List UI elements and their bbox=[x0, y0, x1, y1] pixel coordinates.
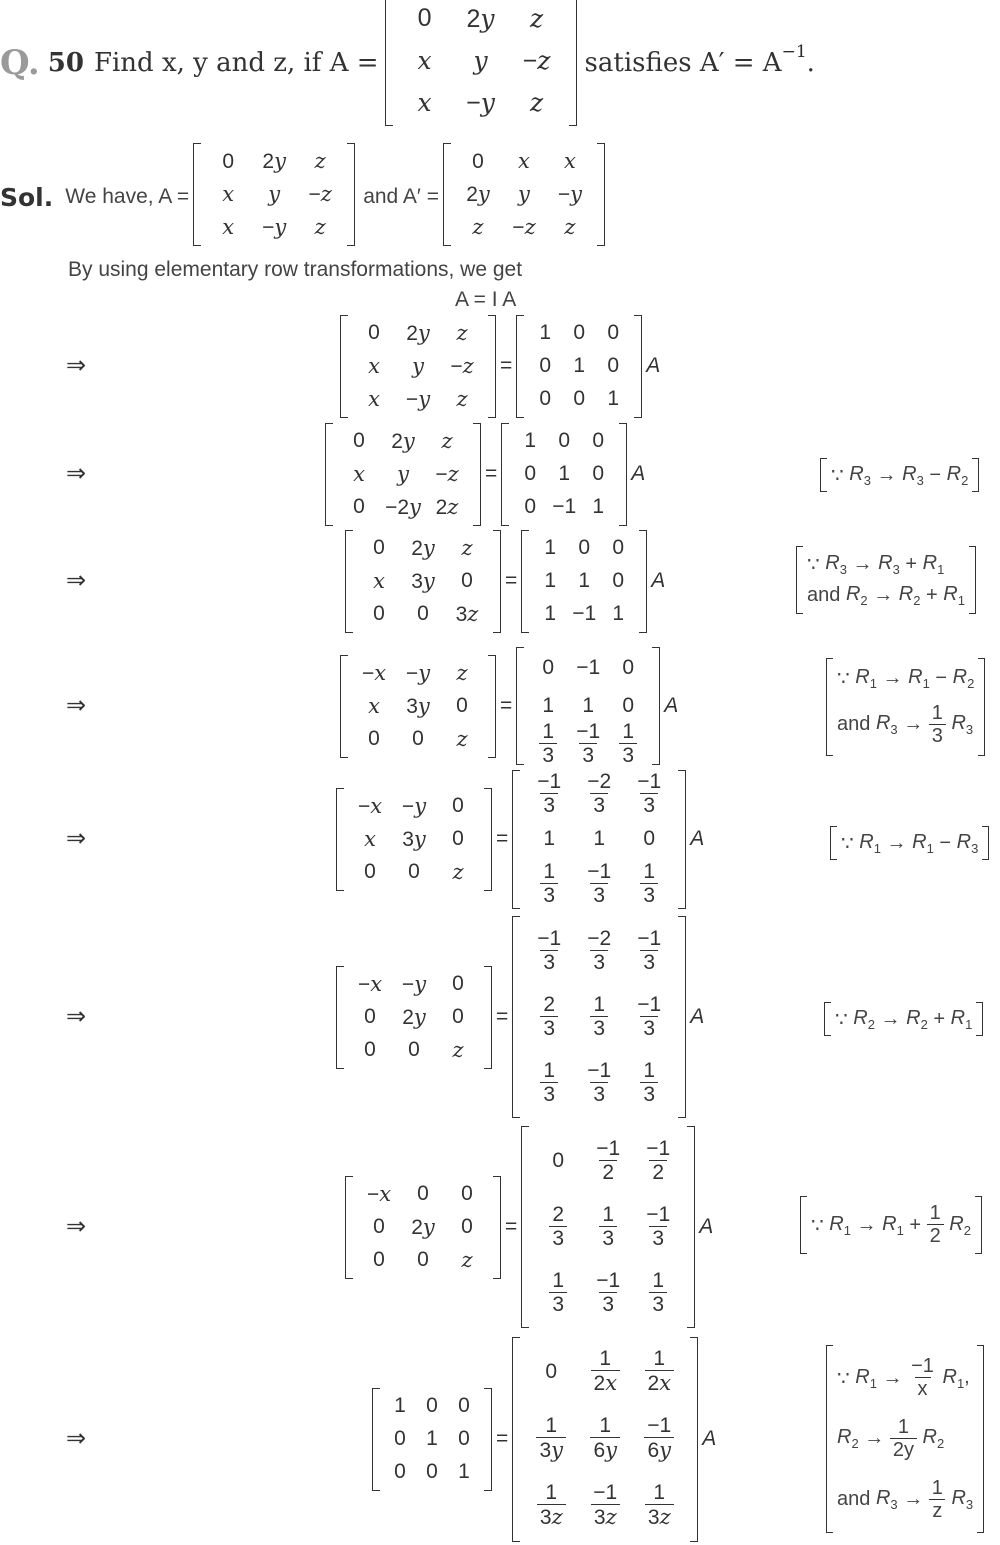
reason-line: ∵ $R_2$ → $R_2$ + $R_1$ bbox=[835, 1006, 973, 1032]
matrix-cell: 3y bbox=[402, 826, 426, 851]
matrix-cell: 0 bbox=[452, 827, 464, 850]
matrix-cell: z bbox=[456, 726, 468, 751]
matrix-cell: 0 bbox=[461, 1215, 473, 1238]
matrix-cell: $\frac{1}{3}$ bbox=[549, 1269, 567, 1317]
matrix-cell: 0 bbox=[552, 1149, 565, 1172]
matrix-a-factor: A bbox=[690, 827, 705, 850]
matrix-cell: 0 bbox=[353, 429, 365, 452]
reason-line: ∵ $R_1$ → $\frac{-1}{x}$ $R_1$, bbox=[837, 1355, 970, 1401]
matrix-cell: $\frac{1}{3}$ bbox=[540, 1059, 558, 1107]
matrix-cell: z bbox=[564, 215, 576, 239]
matrix-cell: $\frac{1}{2x}$ bbox=[645, 1347, 675, 1396]
matrix-cell: x bbox=[353, 461, 365, 486]
matrix-cell: 2y bbox=[411, 1214, 435, 1239]
step-right-matrix bbox=[516, 315, 642, 418]
matrix-cell: 0 bbox=[539, 387, 552, 410]
matrix-cell: 0 bbox=[622, 656, 635, 679]
matrix-cell: 1 bbox=[394, 1394, 406, 1417]
matrix-cell: z bbox=[456, 320, 468, 345]
equals-sign: = bbox=[505, 569, 518, 592]
step-reason bbox=[820, 458, 979, 492]
matrix-cell: 3y bbox=[406, 693, 430, 718]
matrix-cell: z bbox=[314, 215, 326, 239]
step-right-matrix bbox=[501, 423, 627, 526]
matrix-a-factor: A bbox=[690, 1005, 705, 1028]
matrix-cell: 0 bbox=[607, 321, 620, 344]
step-reason bbox=[824, 1002, 983, 1036]
matrix-cell: z bbox=[472, 215, 484, 239]
matrix-cell: 0 bbox=[417, 1248, 429, 1271]
matrix-cell: y bbox=[473, 45, 488, 75]
matrix-cell: 0 bbox=[472, 149, 484, 173]
matrix-cell: 2y bbox=[402, 1004, 426, 1029]
matrix-cell: 0 bbox=[612, 536, 625, 559]
matrix-cell: $\frac{-1}{3}$ bbox=[537, 926, 562, 974]
matrix-cell: 0 bbox=[592, 462, 605, 485]
matrix-cell: 3y bbox=[411, 568, 435, 593]
matrix-cell: −z bbox=[308, 182, 332, 206]
step-left-matrix bbox=[325, 423, 481, 526]
implies-arrow: ⇒ bbox=[66, 460, 87, 487]
step-equation bbox=[336, 768, 704, 910]
matrix-cell: 0 bbox=[592, 429, 605, 452]
matrix-cell: $\frac{1}{2x}$ bbox=[591, 1347, 621, 1396]
matrix-cell: 1 bbox=[582, 694, 595, 717]
matrix-cell: 0 bbox=[394, 1427, 406, 1450]
step-right-matrix bbox=[512, 770, 686, 909]
matrix-cell: −z bbox=[512, 215, 536, 239]
matrix-cell: 0 bbox=[222, 149, 235, 173]
matrix-cell: 0 bbox=[452, 972, 464, 995]
matrix-cell: 1 bbox=[544, 569, 557, 592]
matrix-a-factor: A bbox=[631, 462, 646, 485]
matrix-cell: x bbox=[518, 149, 530, 173]
matrix-cell: −y bbox=[401, 793, 427, 818]
matrix-cell: 0 bbox=[524, 495, 537, 518]
question-matrix bbox=[385, 0, 577, 126]
implies-arrow: ⇒ bbox=[66, 1003, 87, 1030]
matrix-cell: $\frac{1}{3}$ bbox=[599, 1203, 617, 1251]
matrix-cell: 1 bbox=[593, 827, 606, 850]
matrix-cell: −y bbox=[262, 215, 287, 239]
question-period: . bbox=[806, 48, 815, 78]
matrix-cell: 0 bbox=[353, 495, 365, 518]
matrix-cell: 0 bbox=[452, 1005, 464, 1028]
matrix-cell: y bbox=[397, 461, 409, 486]
reason-line: ∵ $R_1$ → $R_1$ − $R_2$ bbox=[837, 666, 975, 692]
matrix-a-factor: A bbox=[702, 1427, 717, 1450]
matrix-cell: 0 bbox=[578, 536, 591, 559]
matrix-cell: $\frac{1}{3z}$ bbox=[537, 1481, 566, 1530]
reason-line: and $R_3$ → $\frac{1}{z}$ $R_3$ bbox=[837, 1476, 974, 1522]
matrix-cell: $\frac{-1}{3}$ bbox=[646, 1202, 671, 1250]
matrix-a-factor: A bbox=[664, 694, 679, 717]
step-left-matrix bbox=[340, 315, 496, 418]
matrix-cell: −1 bbox=[572, 602, 597, 625]
matrix-cell: $\frac{1}{3y}$ bbox=[536, 1414, 566, 1463]
equals-sign: = bbox=[496, 1427, 509, 1450]
step-right-matrix bbox=[521, 530, 647, 633]
matrix-cell: $\frac{-1}{3}$ bbox=[537, 769, 562, 817]
matrix-cell: $\frac{-2}{3}$ bbox=[587, 926, 612, 974]
matrix-cell: z bbox=[441, 428, 453, 453]
matrix-cell: 0 bbox=[364, 1005, 376, 1028]
matrix-cell: $\frac{1}{3z}$ bbox=[645, 1481, 674, 1530]
implies-arrow: ⇒ bbox=[66, 352, 87, 379]
matrix-cell: $\frac{-1}{3}$ bbox=[637, 769, 662, 817]
matrix-cell: −y bbox=[405, 660, 431, 685]
matrix-cell: −y bbox=[401, 971, 427, 996]
matrix-cell: $\frac{1}{3}$ bbox=[590, 993, 608, 1041]
matrix-cell: x bbox=[368, 386, 380, 411]
matrix-cell: 0 bbox=[573, 321, 586, 344]
matrix-cell: 2y bbox=[406, 320, 430, 345]
matrix-cell: 0 bbox=[364, 1038, 376, 1061]
matrix-cell: 2y bbox=[411, 535, 435, 560]
matrix-cell: 0 bbox=[408, 860, 420, 883]
matrix-cell: z bbox=[456, 660, 468, 685]
matrix-cell: −z bbox=[450, 353, 474, 378]
matrix-cell: x bbox=[364, 826, 376, 851]
matrix-cell: 0 bbox=[545, 1360, 558, 1383]
matrix-cell: −y bbox=[405, 386, 431, 411]
matrix-cell: x bbox=[222, 215, 235, 239]
matrix-cell: 2y bbox=[262, 149, 286, 173]
matrix-cell: $\frac{-1}{3z}$ bbox=[590, 1481, 620, 1530]
step-equation bbox=[345, 530, 665, 632]
matrix-cell: $\frac{1}{3}$ bbox=[539, 720, 557, 768]
matrix-cell: 0 bbox=[373, 536, 385, 559]
matrix-cell: 1 bbox=[592, 495, 605, 518]
matrix-a bbox=[193, 143, 355, 251]
matrix-cell: 0 bbox=[364, 860, 376, 883]
solution-label: Sol. bbox=[0, 182, 54, 212]
step-left-matrix bbox=[345, 1176, 501, 1279]
matrix-cell: z bbox=[314, 149, 326, 173]
question-superscript: −1 bbox=[781, 42, 807, 62]
matrix-cell: 0 bbox=[373, 1215, 385, 1238]
matrix-cell: x bbox=[373, 568, 385, 593]
matrix-cell: 0 bbox=[607, 354, 620, 377]
step-reason bbox=[826, 658, 985, 756]
matrix-cell: x bbox=[368, 693, 380, 718]
step-right-matrix bbox=[521, 1126, 695, 1328]
step-equation bbox=[336, 915, 704, 1119]
step-equation bbox=[340, 315, 660, 417]
implies-arrow: ⇒ bbox=[66, 1213, 87, 1240]
matrix-cell: 2y bbox=[466, 182, 490, 206]
matrix-cell: 0 bbox=[542, 656, 555, 679]
step-right-matrix bbox=[512, 1337, 698, 1542]
equals-sign: = bbox=[505, 1215, 518, 1238]
matrix-cell: 0 bbox=[573, 387, 586, 410]
matrix-cell: $\frac{1}{6y}$ bbox=[590, 1414, 620, 1463]
matrix-cell: x bbox=[417, 87, 432, 117]
matrix-cell: $\frac{1}{3}$ bbox=[649, 1269, 667, 1317]
matrix-cell: $\frac{-1}{3}$ bbox=[637, 926, 662, 974]
matrix-cell: −y bbox=[557, 182, 583, 206]
step-equation bbox=[325, 423, 645, 525]
matrix-cell: $\frac{-2}{3}$ bbox=[587, 769, 612, 817]
matrix-cell: 2y bbox=[466, 3, 495, 33]
matrix-cell: 0 bbox=[612, 569, 625, 592]
matrix-cell: $\frac{1}{3}$ bbox=[640, 860, 658, 908]
step-reason bbox=[830, 826, 989, 860]
matrix-cell: y bbox=[412, 353, 424, 378]
matrix-cell: 0 bbox=[417, 4, 432, 32]
matrix-cell: 0 bbox=[456, 694, 468, 717]
matrix-cell: 0 bbox=[373, 602, 385, 625]
matrix-cell: 0 bbox=[461, 1182, 473, 1205]
matrix-cell: $\frac{1}{3}$ bbox=[540, 860, 558, 908]
matrix-cell: z bbox=[452, 1037, 464, 1062]
equals-sign: = bbox=[485, 462, 498, 485]
intro-text: By using elementary row transformations, we get bbox=[68, 258, 523, 281]
matrix-a-factor: A bbox=[646, 354, 661, 377]
question-matrix-a bbox=[385, 0, 577, 131]
matrix-cell: 1 bbox=[539, 321, 552, 344]
matrix-cell: 0 bbox=[417, 602, 429, 625]
step-left-matrix bbox=[372, 1388, 492, 1491]
matrix-cell: 2y bbox=[391, 428, 415, 453]
matrix-a-grid bbox=[193, 143, 355, 246]
implies-arrow: ⇒ bbox=[66, 1425, 87, 1452]
matrix-cell: $\frac{2}{3}$ bbox=[540, 993, 558, 1041]
matrix-cell: x bbox=[368, 353, 380, 378]
matrix-cell: 1 bbox=[542, 694, 555, 717]
matrix-cell: 0 bbox=[373, 1248, 385, 1271]
matrix-cell: −1 bbox=[552, 495, 577, 518]
matrix-cell: 0 bbox=[394, 1460, 406, 1483]
matrix-cell: 1 bbox=[524, 429, 537, 452]
and-a-transpose-text: and A′ = bbox=[363, 185, 439, 208]
matrix-cell: $\frac{-1}{6y}$ bbox=[644, 1414, 674, 1463]
identity-equation: A = I A bbox=[455, 288, 517, 311]
matrix-cell: 0 bbox=[426, 1460, 438, 1483]
matrix-cell: z bbox=[461, 535, 473, 560]
matrix-cell: 0 bbox=[524, 462, 537, 485]
matrix-cell: z bbox=[461, 1247, 473, 1272]
matrix-a-factor: A bbox=[651, 569, 666, 592]
question-text-after: satisfies A′ = A bbox=[584, 48, 782, 78]
step-left-matrix bbox=[340, 655, 496, 758]
matrix-cell: 0 bbox=[368, 727, 380, 750]
matrix-cell: 0 bbox=[408, 1038, 420, 1061]
matrix-cell: 0 bbox=[368, 321, 380, 344]
step-left-matrix bbox=[345, 530, 501, 633]
matrix-cell: 0 bbox=[461, 569, 473, 592]
matrix-a-factor: A bbox=[699, 1215, 714, 1238]
matrix-cell: 0 bbox=[426, 1394, 438, 1417]
reason-line: and $R_3$ → $\frac{1}{3}$ $R_3$ bbox=[837, 701, 974, 747]
matrix-cell: −z bbox=[435, 461, 459, 486]
matrix-cell: 1 bbox=[612, 602, 625, 625]
matrix-cell: 0 bbox=[539, 354, 552, 377]
matrix-cell: $\frac{1}{3}$ bbox=[640, 1059, 658, 1107]
matrix-cell: y bbox=[268, 182, 281, 206]
matrix-cell: −1 bbox=[576, 656, 601, 679]
matrix-a-transpose-grid bbox=[443, 143, 605, 246]
matrix-cell: 0 bbox=[412, 727, 424, 750]
matrix-cell: z bbox=[452, 859, 464, 884]
step-left-matrix bbox=[336, 966, 492, 1069]
reason-line: ∵ $R_3$ → $R_3$ − $R_2$ bbox=[831, 462, 969, 488]
question-label: Q. bbox=[0, 43, 40, 83]
reason-line: and $R_2$ → $R_2$ + $R_1$ bbox=[807, 583, 965, 608]
matrix-cell: 1 bbox=[426, 1427, 438, 1450]
step-equation bbox=[372, 1335, 716, 1543]
matrix-cell: x bbox=[222, 182, 235, 206]
step-equation bbox=[340, 645, 678, 767]
matrix-cell: $\frac{2}{3}$ bbox=[549, 1203, 567, 1251]
matrix-cell: x bbox=[564, 149, 576, 173]
equals-sign: = bbox=[496, 827, 509, 850]
equals-sign: = bbox=[500, 354, 513, 377]
step-equation bbox=[345, 1125, 713, 1329]
matrix-cell: 0 bbox=[458, 1394, 470, 1417]
matrix-cell: $\frac{-1}{3}$ bbox=[587, 1058, 612, 1106]
reason-line: ∵ $R_1$ → $R_1$ − $R_3$ bbox=[841, 830, 979, 856]
equals-sign: = bbox=[496, 1005, 509, 1028]
we-have-text: We have, A = bbox=[65, 185, 190, 208]
matrix-cell: 1 bbox=[578, 569, 591, 592]
matrix-cell: 0 bbox=[558, 429, 571, 452]
question-number: 50 bbox=[47, 48, 84, 78]
step-left-matrix bbox=[336, 788, 492, 891]
solution-line bbox=[0, 147, 605, 247]
reason-line: ∵ $R_1$ → $R_1$ + $\frac{1}{2}$ $R_2$ bbox=[811, 1202, 971, 1247]
reason-line: $R_2$ → $\frac{1}{2y}$ $R_2$ bbox=[837, 1415, 945, 1461]
matrix-cell: −x bbox=[357, 971, 383, 996]
question-line bbox=[0, 0, 815, 126]
matrix-cell: 1 bbox=[458, 1460, 470, 1483]
matrix-cell: 0 bbox=[452, 794, 464, 817]
matrix-cell: z bbox=[456, 386, 468, 411]
matrix-cell: −x bbox=[361, 660, 387, 685]
matrix-cell: 3z bbox=[455, 601, 479, 626]
step-reason bbox=[826, 1345, 984, 1533]
equals-sign: = bbox=[500, 694, 513, 717]
reason-line: ∵ $R_3$ → $R_3$ + $R_1$ bbox=[807, 552, 945, 577]
matrix-cell: $\frac{-1}{2}$ bbox=[646, 1136, 671, 1184]
matrix-cell: x bbox=[417, 45, 432, 75]
matrix-cell: 1 bbox=[573, 354, 586, 377]
question-text-before: Find x, y and z, if A = bbox=[93, 48, 379, 78]
matrix-cell: $\frac{-1}{3}$ bbox=[637, 992, 662, 1040]
matrix-cell: −y bbox=[466, 87, 495, 117]
matrix-cell: $\frac{-1}{2}$ bbox=[596, 1136, 621, 1184]
implies-arrow: ⇒ bbox=[66, 825, 87, 852]
matrix-cell: −z bbox=[522, 45, 551, 75]
matrix-cell: z bbox=[529, 3, 544, 33]
matrix-cell: $\frac{1}{3}$ bbox=[619, 720, 637, 768]
matrix-cell: z bbox=[529, 87, 544, 117]
step-right-matrix bbox=[516, 647, 660, 765]
matrix-cell: 0 bbox=[622, 694, 635, 717]
matrix-cell: 0 bbox=[417, 1182, 429, 1205]
matrix-cell: $\frac{-1}{3}$ bbox=[596, 1268, 621, 1316]
matrix-cell: 1 bbox=[543, 827, 556, 850]
implies-arrow: ⇒ bbox=[66, 692, 87, 719]
matrix-cell: 0 bbox=[643, 827, 656, 850]
implies-arrow: ⇒ bbox=[66, 567, 87, 594]
matrix-cell: −2y bbox=[385, 494, 421, 519]
step-reason bbox=[800, 1196, 982, 1254]
matrix-cell: $\frac{-1}{3}$ bbox=[576, 719, 601, 767]
matrix-cell: 2z bbox=[435, 494, 459, 519]
matrix-cell: −x bbox=[357, 793, 383, 818]
matrix-cell: 1 bbox=[558, 462, 571, 485]
matrix-cell: −x bbox=[366, 1181, 392, 1206]
matrix-cell: 1 bbox=[607, 387, 620, 410]
matrix-cell: 1 bbox=[544, 602, 557, 625]
step-reason bbox=[796, 546, 976, 614]
matrix-cell: 1 bbox=[544, 536, 557, 559]
matrix-cell: $\frac{-1}{3}$ bbox=[587, 859, 612, 907]
step-right-matrix bbox=[512, 916, 686, 1118]
matrix-a-transpose bbox=[443, 143, 605, 251]
matrix-cell: y bbox=[518, 182, 530, 206]
matrix-cell: 0 bbox=[458, 1427, 470, 1450]
